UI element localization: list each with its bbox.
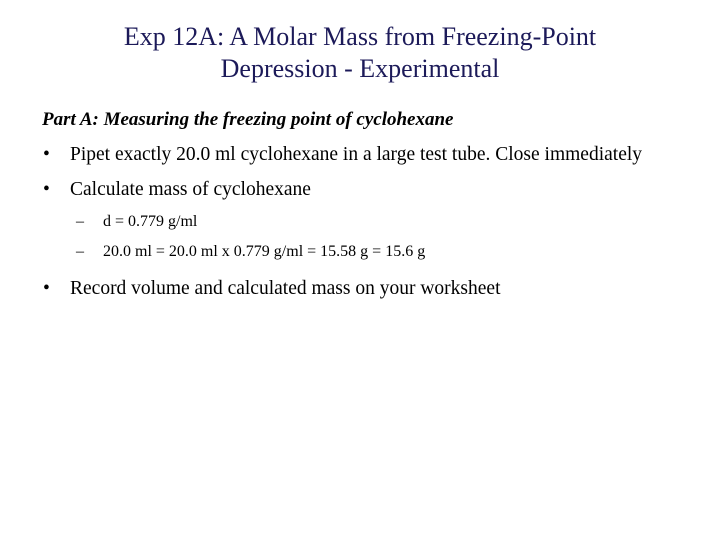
slide-title-line-1: Exp 12A: A Molar Mass from Freezing-Point [123, 22, 597, 51]
slide-title-line-2: Depression - Experimental [220, 54, 500, 83]
sub-bullet-text: 20.0 ml = 20.0 ml x 0.779 g/ml = 15.58 g = 15.6 g [103, 243, 426, 260]
section-heading: Part A: Measuring the freezing point of cyclohexane [42, 109, 454, 130]
sub-bullet-item [42, 242, 692, 262]
sub-bullet-text: d = 0.779 g/ml [103, 213, 198, 230]
bullet-item [42, 177, 692, 202]
bullet-marker: • [43, 179, 50, 200]
bullet-item [42, 142, 692, 167]
sub-bullet-list [42, 212, 692, 262]
sub-bullet-item [42, 212, 692, 232]
slide-title [36, 21, 684, 85]
bullet-marker: • [43, 144, 50, 165]
bullet-marker: • [43, 278, 50, 299]
bullet-text: Calculate mass of cyclohexane [70, 179, 311, 200]
bullet-text: Pipet exactly 20.0 ml cyclohexane in a large test tube. Close immediately [70, 144, 643, 165]
bullet-item [42, 276, 692, 301]
slide-body [42, 108, 692, 311]
bullet-text: Record volume and calculated mass on your worksheet [70, 278, 501, 299]
sub-bullet-marker: – [76, 243, 84, 260]
sub-bullet-marker: – [76, 213, 84, 230]
